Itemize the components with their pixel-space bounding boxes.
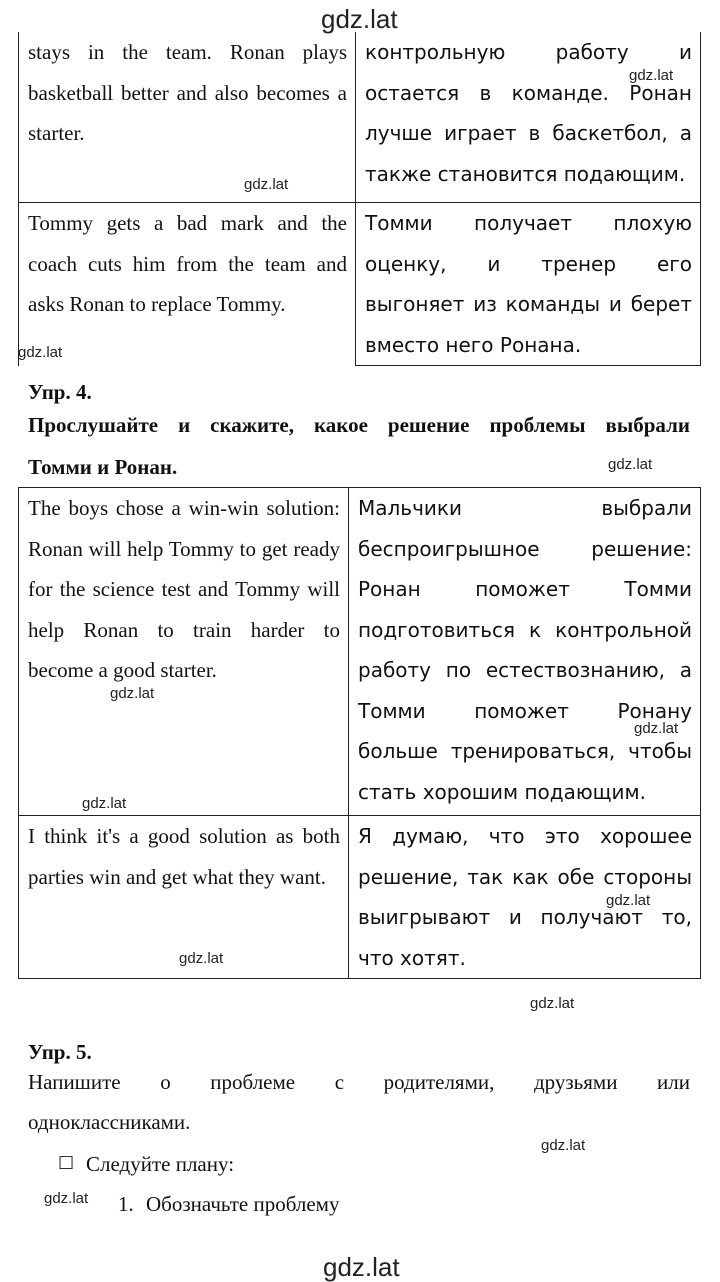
- exercise-4-instruction-line2: Томми и Ронан.: [28, 455, 178, 479]
- table-row: [19, 203, 701, 366]
- table-row: [19, 488, 701, 816]
- answer-table-1: [18, 32, 701, 366]
- table-row: [19, 816, 701, 979]
- table-row: [19, 32, 701, 203]
- checkbox-bullet-icon: □: [58, 1152, 75, 1172]
- exercise-4-title: Упр. 4.: [28, 380, 92, 404]
- exercise-5-task-line1: Напишите о проблеме с родителями, друзьями или: [28, 1070, 690, 1094]
- exercise-5-title: Упр. 5.: [28, 1040, 92, 1064]
- english-cell: I think it's a good solution as both parties win and get what they want.: [19, 816, 349, 979]
- russian-cell: Томми получает плохую оценку, и тренер его выгоняет из команды и берет вместо него Ронана.: [356, 203, 701, 366]
- exercise-5-task-line2: одноклассниками.: [28, 1110, 191, 1134]
- russian-cell: Мальчики выбрали беспроигрышное решение: Ронан поможет Томми подготовиться к контрольной работу по естествознанию, а Томми поможет Ронану больше тренироваться, чтобы стать хорошим подающим.: [349, 488, 701, 816]
- watermark: gdz.lat: [541, 1137, 586, 1154]
- russian-cell: Я думаю, что это хорошее решение, так как обе стороны выигрывают и получают то, что хотят.: [349, 816, 701, 979]
- watermark: gdz.lat: [110, 685, 155, 702]
- answer-table-2: [18, 487, 701, 979]
- watermark: gdz.lat: [18, 344, 63, 361]
- plan-item-number: 1.: [118, 1192, 134, 1216]
- watermark: gdz.lat: [179, 950, 224, 967]
- watermark: gdz.lat: [629, 67, 674, 84]
- english-cell: The boys chose a win-win solution: Ronan will help Tommy to get ready for the science test and Tommy will help Ronan to train harder to become a good starter.: [19, 488, 349, 816]
- watermark-bottom: gdz.lat: [323, 1252, 400, 1282]
- watermark: gdz.lat: [634, 720, 679, 737]
- watermark: gdz.lat: [606, 892, 651, 909]
- watermark: gdz.lat: [244, 176, 289, 193]
- watermark: gdz.lat: [82, 795, 127, 812]
- watermark: gdz.lat: [608, 456, 653, 473]
- watermark: gdz.lat: [530, 995, 575, 1012]
- english-cell: stays in the team. Ronan plays basketball better and also becomes a starter.: [19, 32, 356, 203]
- watermark-top: gdz.lat: [321, 4, 398, 34]
- exercise-4-instruction-line1: Прослушайте и скажите, какое решение проблемы выбрали: [28, 413, 690, 437]
- watermark: gdz.lat: [44, 1190, 89, 1207]
- english-cell: Tommy gets a bad mark and the coach cuts him from the team and asks Ronan to replace Tommy.: [19, 203, 356, 366]
- plan-bullet-text: Следуйте плану:: [86, 1152, 235, 1176]
- plan-item-text: Обозначьте проблему: [146, 1192, 340, 1216]
- russian-cell: контрольную работу и остается в команде. Ронан лучше играет в баскетбол, а также становится подающим.: [356, 32, 701, 203]
